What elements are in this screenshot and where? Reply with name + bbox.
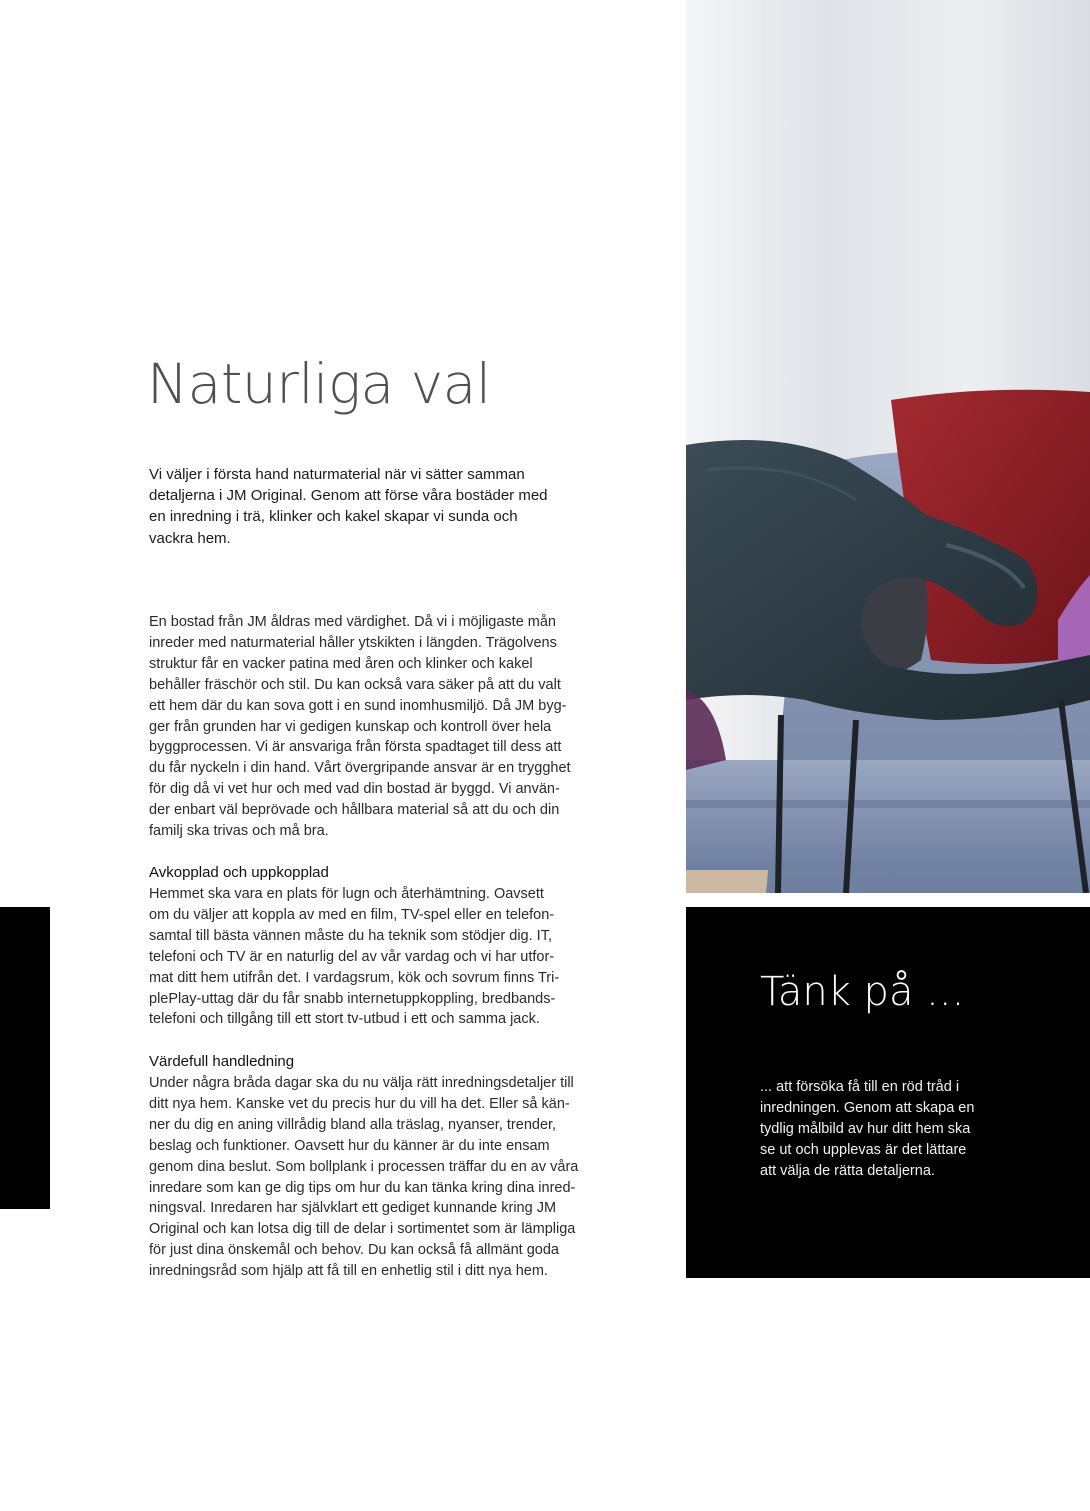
section-line: genom dina beslut. Som bollplank i processen träffar du en av våra xyxy=(149,1158,579,1175)
intro-line: en inredning i trä, klinker och kakel skapar vi sunda och xyxy=(149,508,518,526)
section-line: telefoni och TV är en naturlig del av vår vardag och vi har utfor- xyxy=(149,948,555,965)
section-line: inredare som kan ge dig tips om hur du kan tänka kring dina inred- xyxy=(149,1179,576,1196)
body-line: En bostad från JM åldras med värdighet. Då vi i möjligaste mån xyxy=(149,614,556,630)
intro-line: Vi väljer i första hand naturmaterial när vi sätter samman xyxy=(149,466,525,483)
section-line: samtal till bästa vännen måste du ha teknik som stödjer dig. IT, xyxy=(149,927,552,944)
side-tab-bar xyxy=(0,907,50,1209)
body-line: ger från grunden har vi gedigen kunskap och kontroll över hela xyxy=(149,718,552,735)
intro-paragraph xyxy=(149,464,579,549)
tip-text xyxy=(760,1077,1060,1182)
section-heading-guidance: Värdefull handledning xyxy=(149,1053,295,1070)
section-line: plePlay-uttag där du får snabb internetuppkoppling, bredbands- xyxy=(149,990,556,1007)
body-line: inreder med naturmaterial håller ytskikten i längden. Trägolvens xyxy=(149,634,557,651)
intro-line: vackra hem. xyxy=(149,529,231,547)
section-paragraph-guidance xyxy=(149,1073,589,1282)
tip-line: se ut och upplevas är det lättare xyxy=(760,1142,967,1158)
body-line: för dig då vi vet hur och med vad din bostad är byggd. Vi använ- xyxy=(149,781,560,798)
section-line: mat ditt hem utifrån det. I vardagsrum, kök och sovrum finns Tri- xyxy=(149,969,560,986)
section-line: Hemmet ska vara en plats för lugn och återhämtning. Oavsett xyxy=(149,886,544,902)
chair-illustration xyxy=(686,0,1090,893)
tip-line: ... att försöka få till en röd tråd i xyxy=(760,1079,960,1095)
body-line: behåller fräschör och stil. Du kan också vara säker på att du valt xyxy=(149,676,561,693)
intro-line: detaljerna i JM Original. Genom att förse våra bostäder med xyxy=(149,487,548,505)
tip-line: att välja de rätta detaljerna. xyxy=(760,1163,935,1179)
page-title: Naturliga val xyxy=(147,352,491,416)
body-line: struktur får en vacker patina med åren och klinker och kakel xyxy=(149,655,533,672)
chair-photo xyxy=(686,0,1090,893)
section-line: ner du dig en aning villrådig bland alla träslag, nyanser, trender, xyxy=(149,1116,557,1133)
section-line: om du väljer att koppla av med en film, TV-spel eller en telefon- xyxy=(149,906,555,923)
body-line: der enbart väl beprövade och hållbara material så att du och din xyxy=(149,802,560,819)
tip-line: inredningen. Genom att skapa en xyxy=(760,1100,975,1116)
section-line: Original och kan lotsa dig till de delar i sortimentet som är lämpliga xyxy=(149,1221,576,1238)
body-line: familj ska trivas och må bra. xyxy=(149,823,329,840)
section-line: inredningsråd som hjälp att få till en enhetlig stil i ditt nya hem. xyxy=(149,1263,548,1280)
tip-line: tydlig målbild av hur ditt hem ska xyxy=(760,1121,971,1137)
body-paragraph xyxy=(149,612,589,842)
tip-heading: Tänk på ... xyxy=(760,969,965,1015)
section-line: ningsval. Inredaren har självklart ett gediget kunnande kring JM xyxy=(149,1200,557,1217)
tip-box xyxy=(686,907,1090,1278)
section-line: Under några bråda dagar ska du nu välja rätt inredningsdetaljer till xyxy=(149,1075,574,1091)
section-heading-connected: Avkopplad och uppkopplad xyxy=(149,864,329,881)
body-line: byggprocessen. Vi är ansvariga från första spadtaget till dess att xyxy=(149,739,562,756)
section-line: telefoni och tillgång till ett stort tv-utbud i ett och samma jack. xyxy=(149,1011,540,1028)
section-paragraph-connected xyxy=(149,884,589,1030)
section-line: för just dina önskemål och behov. Du kan också få allmänt goda xyxy=(149,1242,559,1259)
section-line: ditt nya hem. Kanske vet du precis hur du vill ha det. Eller så kän- xyxy=(149,1095,570,1112)
body-line: du får nyckeln i din hand. Vårt övergripande ansvar är en trygghet xyxy=(149,760,571,777)
section-line: beslag och funktioner. Oavsett hur du känner är du inte ensam xyxy=(149,1137,550,1154)
body-line: ett hem där du kan sova gott i en sund inomhusmiljö. Då JM byg- xyxy=(149,697,567,714)
